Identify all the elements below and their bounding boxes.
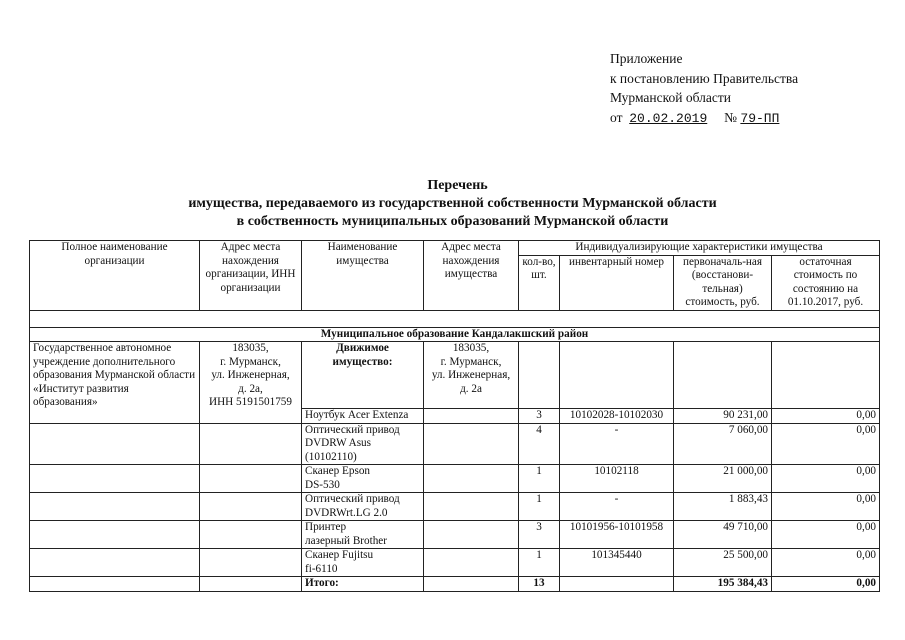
appendix-line-3: Мурманской области bbox=[610, 90, 731, 105]
item-residual-cost: 0,00 bbox=[772, 549, 880, 577]
number-label: № bbox=[724, 109, 738, 125]
item-qty: 1 bbox=[519, 493, 560, 521]
header-qty: кол-во, шт. bbox=[519, 255, 560, 310]
item-initial-cost: 25 500,00 bbox=[674, 549, 772, 577]
org-name: Государственное автономное учреждение дополнительного образования Мурманской области «Институт развития образования» bbox=[30, 342, 200, 424]
table-row bbox=[30, 521, 880, 549]
appendix-date-line bbox=[610, 108, 798, 129]
municipality-name: Муниципальное образование Кандалакшский район bbox=[30, 327, 880, 342]
item-initial-cost: 21 000,00 bbox=[674, 465, 772, 493]
item-name: Оптический привод DVDRW Asus (10102110) bbox=[302, 423, 424, 465]
resolution-date: 20.02.2019 bbox=[629, 110, 708, 126]
table-row bbox=[30, 549, 880, 577]
header-row bbox=[30, 241, 880, 256]
item-qty: 4 bbox=[519, 423, 560, 465]
item-residual-cost: 0,00 bbox=[772, 423, 880, 465]
title-line-1: Перечень bbox=[427, 178, 488, 193]
from-label: от bbox=[610, 109, 623, 125]
item-qty: 1 bbox=[519, 549, 560, 577]
header-property-name: Наименование имущества bbox=[302, 241, 424, 311]
total-residual-cost: 0,00 bbox=[772, 577, 880, 592]
item-qty: 3 bbox=[519, 409, 560, 424]
total-label: Итого: bbox=[302, 577, 424, 592]
property-table bbox=[29, 240, 880, 592]
table-row bbox=[30, 465, 880, 493]
item-qty: 1 bbox=[519, 465, 560, 493]
header-org-name: Полное наименование организации bbox=[30, 241, 200, 311]
item-name: Ноутбук Acer Extenza bbox=[302, 409, 424, 424]
item-inventory: - bbox=[560, 423, 674, 465]
item-inventory: 10102028-10102030 bbox=[560, 409, 674, 424]
item-initial-cost: 49 710,00 bbox=[674, 521, 772, 549]
total-row bbox=[30, 577, 880, 592]
title-line-3: в собственность муниципальных образований Мурманской области bbox=[236, 214, 669, 229]
item-inventory: 10102118 bbox=[560, 465, 674, 493]
organization-row bbox=[30, 342, 880, 409]
item-name: Сканер Fujitsu fi-6110 bbox=[302, 549, 424, 577]
property-address-line-4: д. 2а bbox=[460, 382, 482, 395]
property-address-cell bbox=[424, 342, 519, 409]
movable-property-label: Движимое имущество: bbox=[302, 342, 424, 409]
property-address-line-2: г. Мурманск, bbox=[440, 355, 502, 368]
item-inventory: - bbox=[560, 493, 674, 521]
org-address-line-1: 183035, bbox=[232, 342, 269, 354]
table-row bbox=[30, 423, 880, 465]
item-inventory: 101345440 bbox=[560, 549, 674, 577]
blank-row bbox=[30, 310, 880, 327]
document-title bbox=[0, 177, 905, 231]
title-line-2: имущества, передаваемого из государственной собственности Мурманской области bbox=[188, 196, 717, 211]
item-initial-cost: 7 060,00 bbox=[674, 423, 772, 465]
property-address-line-1: 183035, bbox=[452, 342, 490, 354]
item-name: Сканер Epson DS-530 bbox=[302, 465, 424, 493]
header-residual-cost: остаточная стоимость по состоянию на 01.10.2017, руб. bbox=[772, 255, 880, 310]
appendix-line-1: Приложение bbox=[610, 51, 683, 66]
org-address-cell bbox=[200, 342, 302, 424]
item-initial-cost: 90 231,00 bbox=[674, 409, 772, 424]
header-property-address: Адрес места нахождения имущества bbox=[424, 241, 519, 311]
item-residual-cost: 0,00 bbox=[772, 465, 880, 493]
org-address-line-3: ул. Инженерная, bbox=[211, 369, 290, 381]
item-name: Оптический привод DVDRWrt.LG 2.0 bbox=[302, 493, 424, 521]
table-row bbox=[30, 493, 880, 521]
org-address-line-2: г. Мурманск, bbox=[220, 355, 281, 368]
org-inn: ИНН 5191501759 bbox=[209, 396, 292, 408]
total-initial-cost: 195 384,43 bbox=[674, 577, 772, 592]
header-inventory: инвентарный номер bbox=[560, 255, 674, 310]
item-inventory: 10101956-10101958 bbox=[560, 521, 674, 549]
org-address-line-4: д. 2а, bbox=[238, 382, 263, 395]
property-address-line-3: ул. Инженерная, bbox=[431, 369, 511, 381]
municipality-row bbox=[30, 327, 880, 342]
item-initial-cost: 1 883,43 bbox=[674, 493, 772, 521]
item-qty: 3 bbox=[519, 521, 560, 549]
resolution-number: 79-ПП bbox=[740, 110, 780, 126]
header-initial-cost: первоначаль-ная (восстанови-тельная) стоимость, руб. bbox=[674, 255, 772, 310]
appendix-line-2: к постановлению Правительства bbox=[610, 70, 799, 86]
item-name: Принтер лазерный Brother bbox=[302, 521, 424, 549]
total-qty: 13 bbox=[519, 577, 560, 592]
item-residual-cost: 0,00 bbox=[772, 493, 880, 521]
header-org-address: Адрес места нахождения организации, ИНН организации bbox=[200, 241, 302, 311]
appendix-block bbox=[610, 49, 798, 128]
item-residual-cost: 0,00 bbox=[772, 521, 880, 549]
header-characteristics: Индивидуализирующие характеристики имущества bbox=[519, 241, 880, 256]
item-residual-cost: 0,00 bbox=[772, 409, 880, 424]
